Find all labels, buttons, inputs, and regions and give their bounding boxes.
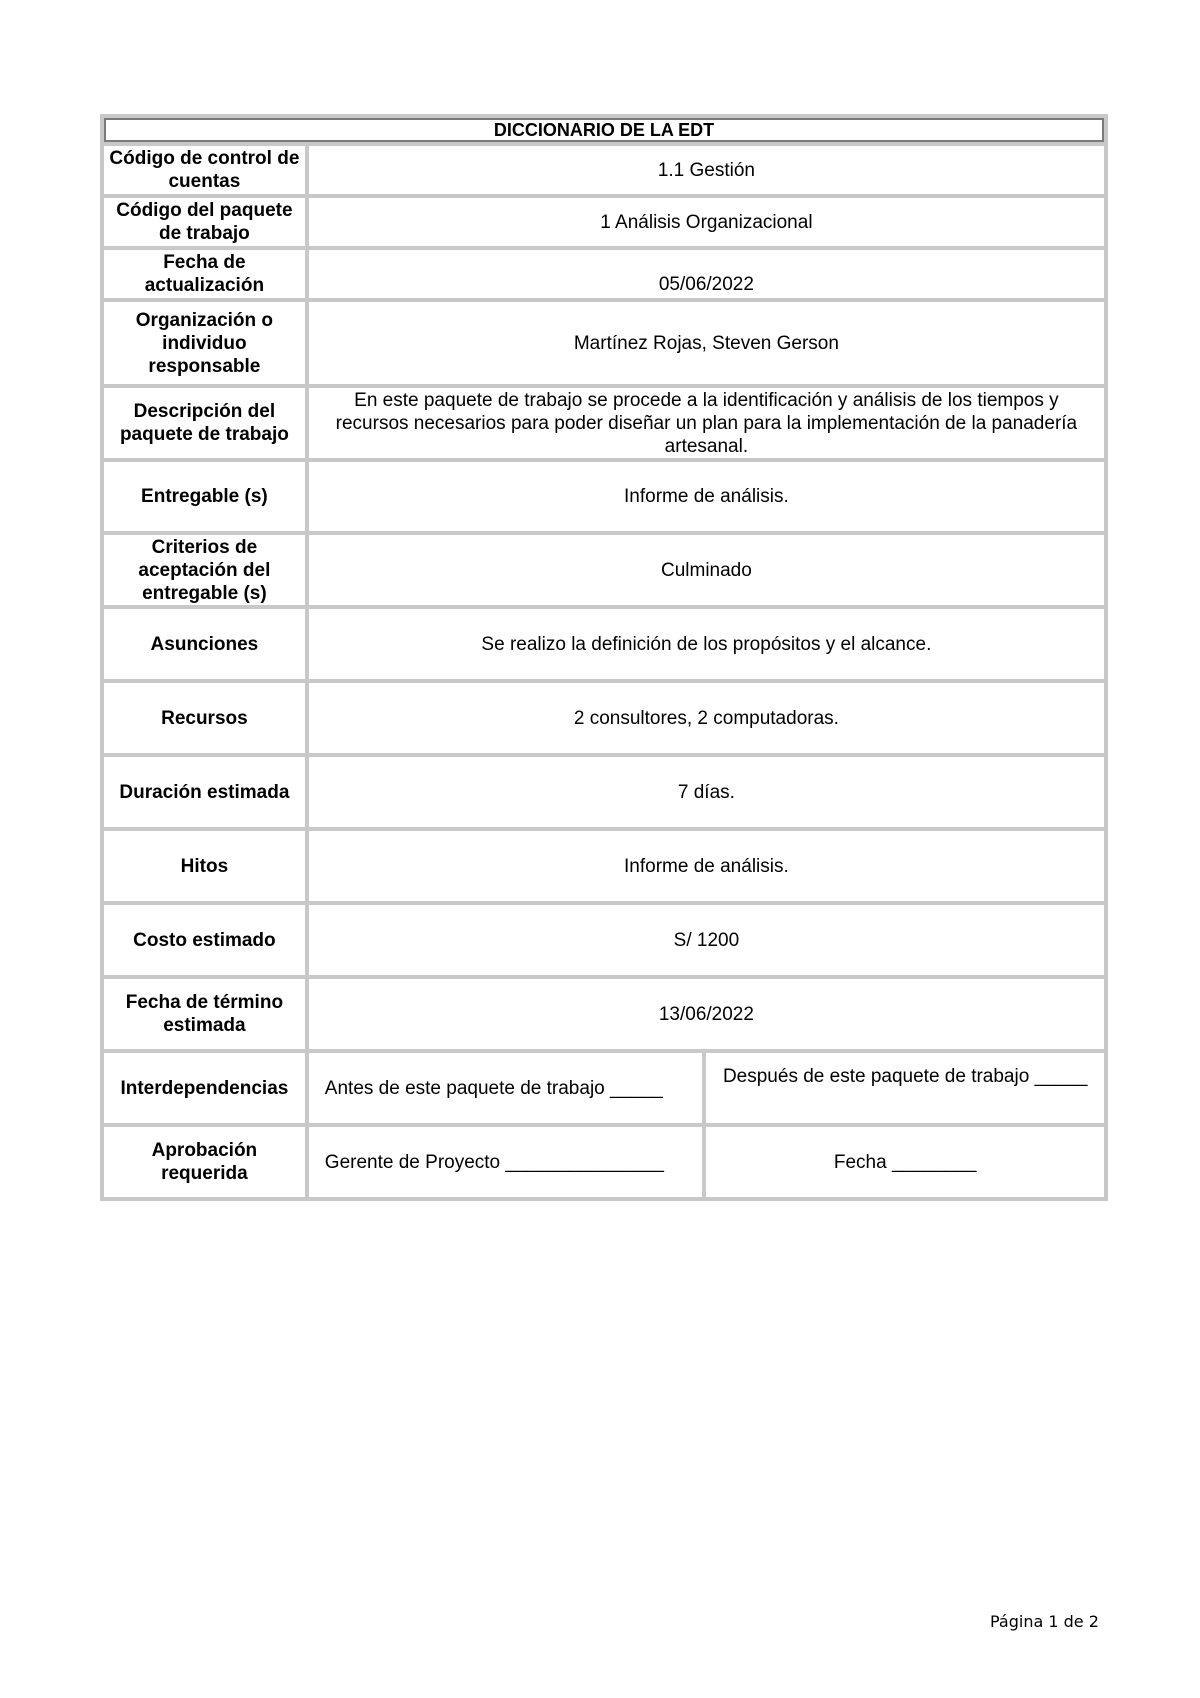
table-row (104, 146, 1104, 194)
table-row (104, 1127, 1104, 1197)
row-value-organizacion: Martínez Rojas, Steven Gerson (309, 302, 1104, 384)
table-row (104, 535, 1104, 605)
table-row (104, 462, 1104, 531)
table-row (104, 905, 1104, 975)
row-value-criterios: Culminado (309, 535, 1104, 605)
row-label-fecha-termino: Fecha de término estimada (104, 979, 305, 1049)
table-row (104, 1053, 1104, 1123)
row-label-aprobacion: Aprobación requerida (104, 1127, 305, 1197)
row-value-fecha-actualizacion: 05/06/2022 (309, 250, 1104, 298)
aprobacion-fecha: Fecha ________ (706, 1127, 1104, 1197)
row-label-recursos: Recursos (104, 683, 305, 753)
row-value-fecha-termino: 13/06/2022 (309, 979, 1104, 1049)
row-label-interdependencias: Interdependencias (104, 1053, 305, 1123)
table-row (104, 831, 1104, 901)
table-row (104, 198, 1104, 246)
page-number-footer: Página 1 de 2 (990, 1612, 1099, 1631)
row-label-duracion: Duración estimada (104, 757, 305, 827)
row-value-duracion: 7 días. (309, 757, 1104, 827)
row-label-hitos: Hitos (104, 831, 305, 901)
title-row (104, 118, 1104, 142)
table-row (104, 683, 1104, 753)
row-label-organizacion: Organización o individuo responsable (104, 302, 305, 384)
row-value-codigo-control: 1.1 Gestión (309, 146, 1104, 194)
row-label-codigo-control: Código de control de cuentas (104, 146, 305, 194)
table-row (104, 979, 1104, 1049)
table-row (104, 609, 1104, 679)
row-value-recursos: 2 consultores, 2 computadoras. (309, 683, 1104, 753)
row-label-costo: Costo estimado (104, 905, 305, 975)
row-value-entregable: Informe de análisis. (309, 462, 1104, 531)
table-row (104, 250, 1104, 298)
row-value-costo: S/ 1200 (309, 905, 1104, 975)
row-value-asunciones: Se realizo la definición de los propósitos y el alcance. (309, 609, 1104, 679)
wbs-dictionary-table (100, 114, 1108, 1201)
aprobacion-gerente: Gerente de Proyecto _______________ (309, 1127, 703, 1197)
row-label-asunciones: Asunciones (104, 609, 305, 679)
row-value-hitos: Informe de análisis. (309, 831, 1104, 901)
row-value-codigo-paquete: 1 Análisis Organizacional (309, 198, 1104, 246)
row-label-entregable: Entregable (s) (104, 462, 305, 531)
row-label-codigo-paquete: Código del paquete de trabajo (104, 198, 305, 246)
interdependencias-antes: Antes de este paquete de trabajo _____ (309, 1053, 703, 1123)
table-title: DICCIONARIO DE LA EDT (104, 118, 1104, 142)
table-row (104, 757, 1104, 827)
table-row (104, 388, 1104, 458)
interdependencias-despues: Después de este paquete de trabajo _____ (706, 1053, 1104, 1123)
row-value-descripcion: En este paquete de trabajo se procede a la identificación y análisis de los tiempos y recursos necesarios para poder diseñar un plan para la implementación de la panadería artesanal. (309, 388, 1104, 458)
table-row (104, 302, 1104, 384)
row-label-fecha-actualizacion: Fecha de actualización (104, 250, 305, 298)
row-label-descripcion: Descripción del paquete de trabajo (104, 388, 305, 458)
row-label-criterios: Criterios de aceptación del entregable (s) (104, 535, 305, 605)
